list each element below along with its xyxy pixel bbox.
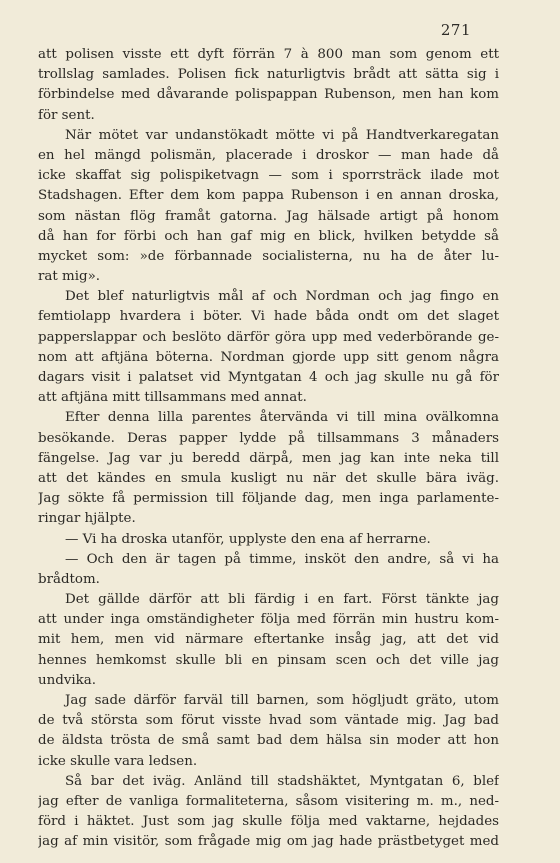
text-line: undvika. xyxy=(38,672,97,688)
text-line: jag af min visitör, som frågade mig om jag hade prästbetyget med xyxy=(38,834,499,850)
text-line: de två största som förut visste hvad som väntade mig. Jag bad xyxy=(38,713,499,729)
text-line: jag efter de vanliga formaliteterna, såsom visitering m. m., ned- xyxy=(38,793,499,809)
text-line: Efter denna lilla parentes återvända vi till mina ovälkomna xyxy=(65,410,499,426)
text-line: nom att aftjäna böterna. Nordman gjorde upp sitt genom några xyxy=(38,349,499,365)
text-line: icke skaffat sig polispiketvagn — som i sporrsträck ilade mot xyxy=(38,168,499,184)
text-line: trollslag samlades. Polisen fick naturligtvis brådt att sätta sig i xyxy=(38,67,499,83)
text-line: Det gällde därför att bli färdig i en fart. Först tänkte jag xyxy=(65,592,499,608)
text-line: När mötet var undanstökadt mötte vi på Handtverkaregatan xyxy=(65,127,499,143)
text-line: ringar hjälpte. xyxy=(38,511,136,527)
text-line: papperslappar och beslöto därför göra upp med vederbörande ge- xyxy=(38,329,499,345)
text-line: icke skulle vara ledsen. xyxy=(38,753,198,769)
text-line: Så bar det iväg. Anländ till stadshäktet, Myntgatan 6, blef xyxy=(65,773,499,789)
text-line: då han for förbi och han gaf mig en blick, hvilken betydde så xyxy=(38,228,499,244)
text-line: att det kändes en smula kusligt nu när det skulle bära iväg. xyxy=(38,470,499,486)
text-line: rat mig». xyxy=(38,269,101,285)
page-number: 271 xyxy=(440,21,471,39)
text-line: fängelse. Jag var ju beredd därpå, men jag kan inte neka till xyxy=(38,450,499,466)
text-line: att under inga omständigheter följa med förrän min hustru kom- xyxy=(38,612,499,628)
text-line: — Och den är tagen på timme, insköt den andre, så vi ha xyxy=(65,551,499,567)
text-line: förd i häktet. Just som jag skulle följa med vaktarne, hejdades xyxy=(38,814,499,830)
text-line: brådtom. xyxy=(38,571,100,587)
text-line: Stadshagen. Efter dem kom pappa Rubenson i en annan droska, xyxy=(38,188,499,204)
text-line: hennes hemkomst skulle bli en pinsam scen och det ville jag xyxy=(38,652,499,668)
text-line: — Vi ha droska utanför, upplyste den ena af herrarne. xyxy=(65,531,431,547)
text-line: mit hem, men vid närmare eftertanke insåg jag, att det vid xyxy=(38,632,499,648)
body-text xyxy=(38,45,499,853)
text-line: mycket som: »de förbannade socialisterna, nu ha de åter lu- xyxy=(38,248,499,264)
text-line: de äldsta trösta de små samt bad dem hälsa sin moder att hon xyxy=(38,733,499,749)
text-line: dagars visit i palatset vid Myntgatan 4 och jag skulle nu gå för xyxy=(38,370,499,385)
text-line: Jag sökte få permission till följande dag, men inga parlamente- xyxy=(38,491,499,507)
text-line: Det blef naturligtvis mål af och Nordman och jag fingo en xyxy=(65,289,499,305)
text-line: att aftjäna mitt tillsammans med annat. xyxy=(38,390,307,406)
text-line: Jag sade därför farväl till barnen, som högljudt gräto, utom xyxy=(65,693,499,708)
text-line: en hel mängd polismän, placerade i droskor — man hade då xyxy=(38,147,499,163)
text-line: för sent. xyxy=(38,107,95,123)
text-line: att polisen visste ett dyft förrän 7 à 800 man som genom ett xyxy=(38,47,499,62)
text-line: som nästan flög framåt gatorna. Jag hälsade artigt på honom xyxy=(38,208,499,224)
text-line: besökande. Deras papper lydde på tillsammans 3 månaders xyxy=(38,430,499,446)
text-line: förbindelse med dåvarande polispappan Rubenson, men han kom xyxy=(38,87,499,103)
text-line: femtiolapp hvardera i böter. Vi hade båda ondt om det slaget xyxy=(38,309,499,325)
